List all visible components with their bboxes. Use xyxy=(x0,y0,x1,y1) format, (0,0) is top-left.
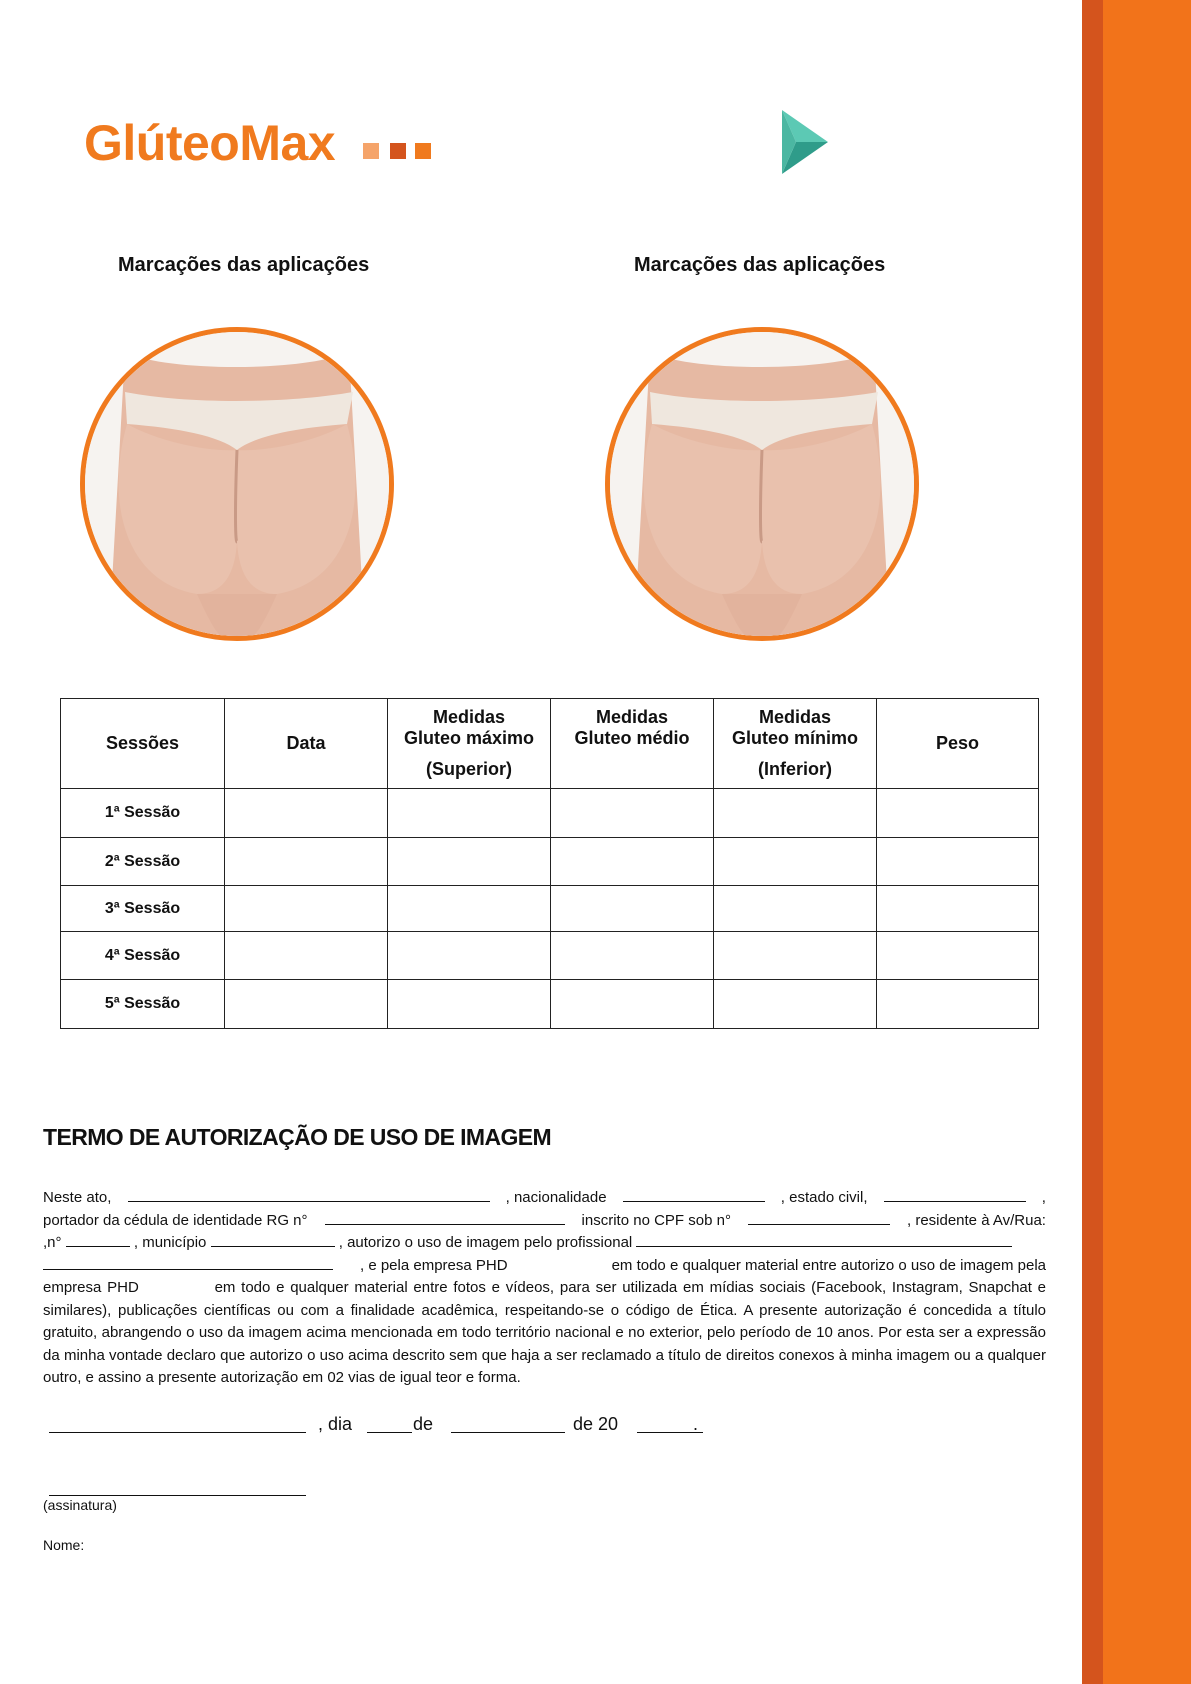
session-label: 1ª Sessão xyxy=(61,789,225,838)
name-label: Nome: xyxy=(43,1537,85,1553)
header-sessoes: Sessões xyxy=(61,699,225,789)
header-peso: Peso xyxy=(877,699,1039,789)
cell-input[interactable] xyxy=(714,838,877,886)
logo-square-dark xyxy=(390,143,406,159)
cell-input[interactable] xyxy=(225,932,388,980)
term-paragraph xyxy=(43,1187,1046,1390)
cell-input[interactable] xyxy=(225,886,388,932)
cell-input[interactable] xyxy=(551,886,714,932)
professional-blank-2[interactable] xyxy=(43,1255,333,1270)
cell-input[interactable] xyxy=(388,980,551,1029)
table-row xyxy=(61,838,1039,886)
municipality-blank[interactable] xyxy=(211,1232,335,1247)
table-row xyxy=(61,789,1039,838)
table-row xyxy=(61,980,1039,1029)
session-label: 5ª Sessão xyxy=(61,980,225,1029)
date-de-text: de xyxy=(413,1414,434,1434)
civil-status-blank[interactable] xyxy=(884,1187,1026,1202)
cell-input[interactable] xyxy=(551,980,714,1029)
nationality-blank[interactable] xyxy=(623,1187,765,1202)
cell-input[interactable] xyxy=(551,932,714,980)
marking-title-left: Marcações das aplicações xyxy=(118,254,370,276)
cell-input[interactable] xyxy=(551,838,714,886)
cell-input[interactable] xyxy=(714,932,877,980)
term-title: TERMO DE AUTORIZAÇÃO DE USO DE IMAGEM xyxy=(43,1124,552,1150)
cell-input[interactable] xyxy=(714,886,877,932)
term-text: , residente à Av/Rua: xyxy=(906,1211,1046,1229)
side-stripe-dark xyxy=(1082,0,1103,1684)
professional-blank[interactable] xyxy=(636,1232,1012,1247)
term-text: ,n° xyxy=(43,1234,62,1251)
session-label: 4ª Sessão xyxy=(61,932,225,980)
term-text: , xyxy=(1041,1189,1046,1206)
signature-line[interactable] xyxy=(49,1495,306,1496)
logo-square-orange xyxy=(415,143,431,159)
cell-input[interactable] xyxy=(388,838,551,886)
date-end-dot: . xyxy=(693,1414,699,1434)
cpf-blank[interactable] xyxy=(748,1210,890,1225)
date-dia-text: , dia xyxy=(318,1414,353,1434)
number-blank[interactable] xyxy=(66,1232,130,1247)
cell-input[interactable] xyxy=(551,789,714,838)
brand-logo: GlúteoMax xyxy=(84,115,336,171)
term-text: portador da cédula de identidade RG n° xyxy=(43,1211,308,1229)
term-text: , nacionalidade xyxy=(505,1189,607,1206)
term-text: , município xyxy=(133,1234,207,1251)
cell-input[interactable] xyxy=(877,980,1039,1029)
header-gluteo-minimo: Medidas Gluteo mínimo (Inferior) xyxy=(714,699,877,789)
marking-title-right: Marcações das aplicações xyxy=(634,254,886,276)
cell-input[interactable] xyxy=(877,886,1039,932)
term-text: , e pela empresa PHD xyxy=(360,1256,508,1274)
term-body-text: em todo e qualquer material entre fotos e vídeos, para ser utilizada em mídias sociais (Facebook, Instagram, Snapchat e similares), publicações científicas ou com a finalidade acadêmica, respeitando-se o código de Ética. A presente autorização é concedida a título gratuito, abrangendo o uso da imagem acima mencionada em todo território nacional e no exterior, pelo período de 10 anos. Por esta ser a expressão da minha vontade declaro que autorizo o uso acima descrito sem que haja a ser reclamado a título de direitos conexos à minha imagem ou a qualquer outro, e assino a presente autorização em 02 vias de igual teor e forma. xyxy=(43,1279,1047,1386)
name-blank[interactable] xyxy=(128,1187,490,1202)
cell-input[interactable] xyxy=(388,789,551,838)
month-blank[interactable] xyxy=(451,1432,565,1433)
cell-input[interactable] xyxy=(877,838,1039,886)
table-row xyxy=(61,886,1039,932)
cell-input[interactable] xyxy=(714,789,877,838)
chevron-right-icon xyxy=(782,110,828,174)
term-text: , estado civil, xyxy=(780,1189,868,1206)
side-stripe-light xyxy=(1103,0,1191,1684)
signature-label: (assinatura) xyxy=(43,1497,117,1513)
rg-blank[interactable] xyxy=(325,1210,565,1225)
sessions-table xyxy=(60,698,1039,1029)
term-text: em todo e qualquer material entre autorizo o uso de imagem pela xyxy=(611,1256,1046,1274)
term-text: Neste ato, xyxy=(43,1189,112,1206)
logo-square-peach xyxy=(363,143,379,159)
header-data: Data xyxy=(225,699,388,789)
gluteal-photo-left xyxy=(80,327,394,641)
gluteal-photo-right xyxy=(605,327,919,641)
term-text: , autorizo o uso de imagem pelo profissional xyxy=(338,1234,633,1251)
session-label: 3ª Sessão xyxy=(61,886,225,932)
header-gluteo-medio: Medidas Gluteo médio xyxy=(551,699,714,789)
cell-input[interactable] xyxy=(225,980,388,1029)
term-text: inscrito no CPF sob n° xyxy=(581,1211,731,1229)
cell-input[interactable] xyxy=(877,932,1039,980)
cell-input[interactable] xyxy=(388,932,551,980)
table-row xyxy=(61,932,1039,980)
header-gluteo-maximo: Medidas Gluteo máximo (Superior) xyxy=(388,699,551,789)
date-year-prefix: de 20 xyxy=(573,1414,619,1434)
city-blank[interactable] xyxy=(49,1432,306,1433)
cell-input[interactable] xyxy=(714,980,877,1029)
term-text: empresa PHD xyxy=(43,1279,139,1296)
cell-input[interactable] xyxy=(877,789,1039,838)
cell-input[interactable] xyxy=(388,886,551,932)
cell-input[interactable] xyxy=(225,789,388,838)
session-label: 2ª Sessão xyxy=(61,838,225,886)
day-blank[interactable] xyxy=(367,1432,412,1433)
cell-input[interactable] xyxy=(225,838,388,886)
table-header-row xyxy=(61,699,1039,789)
